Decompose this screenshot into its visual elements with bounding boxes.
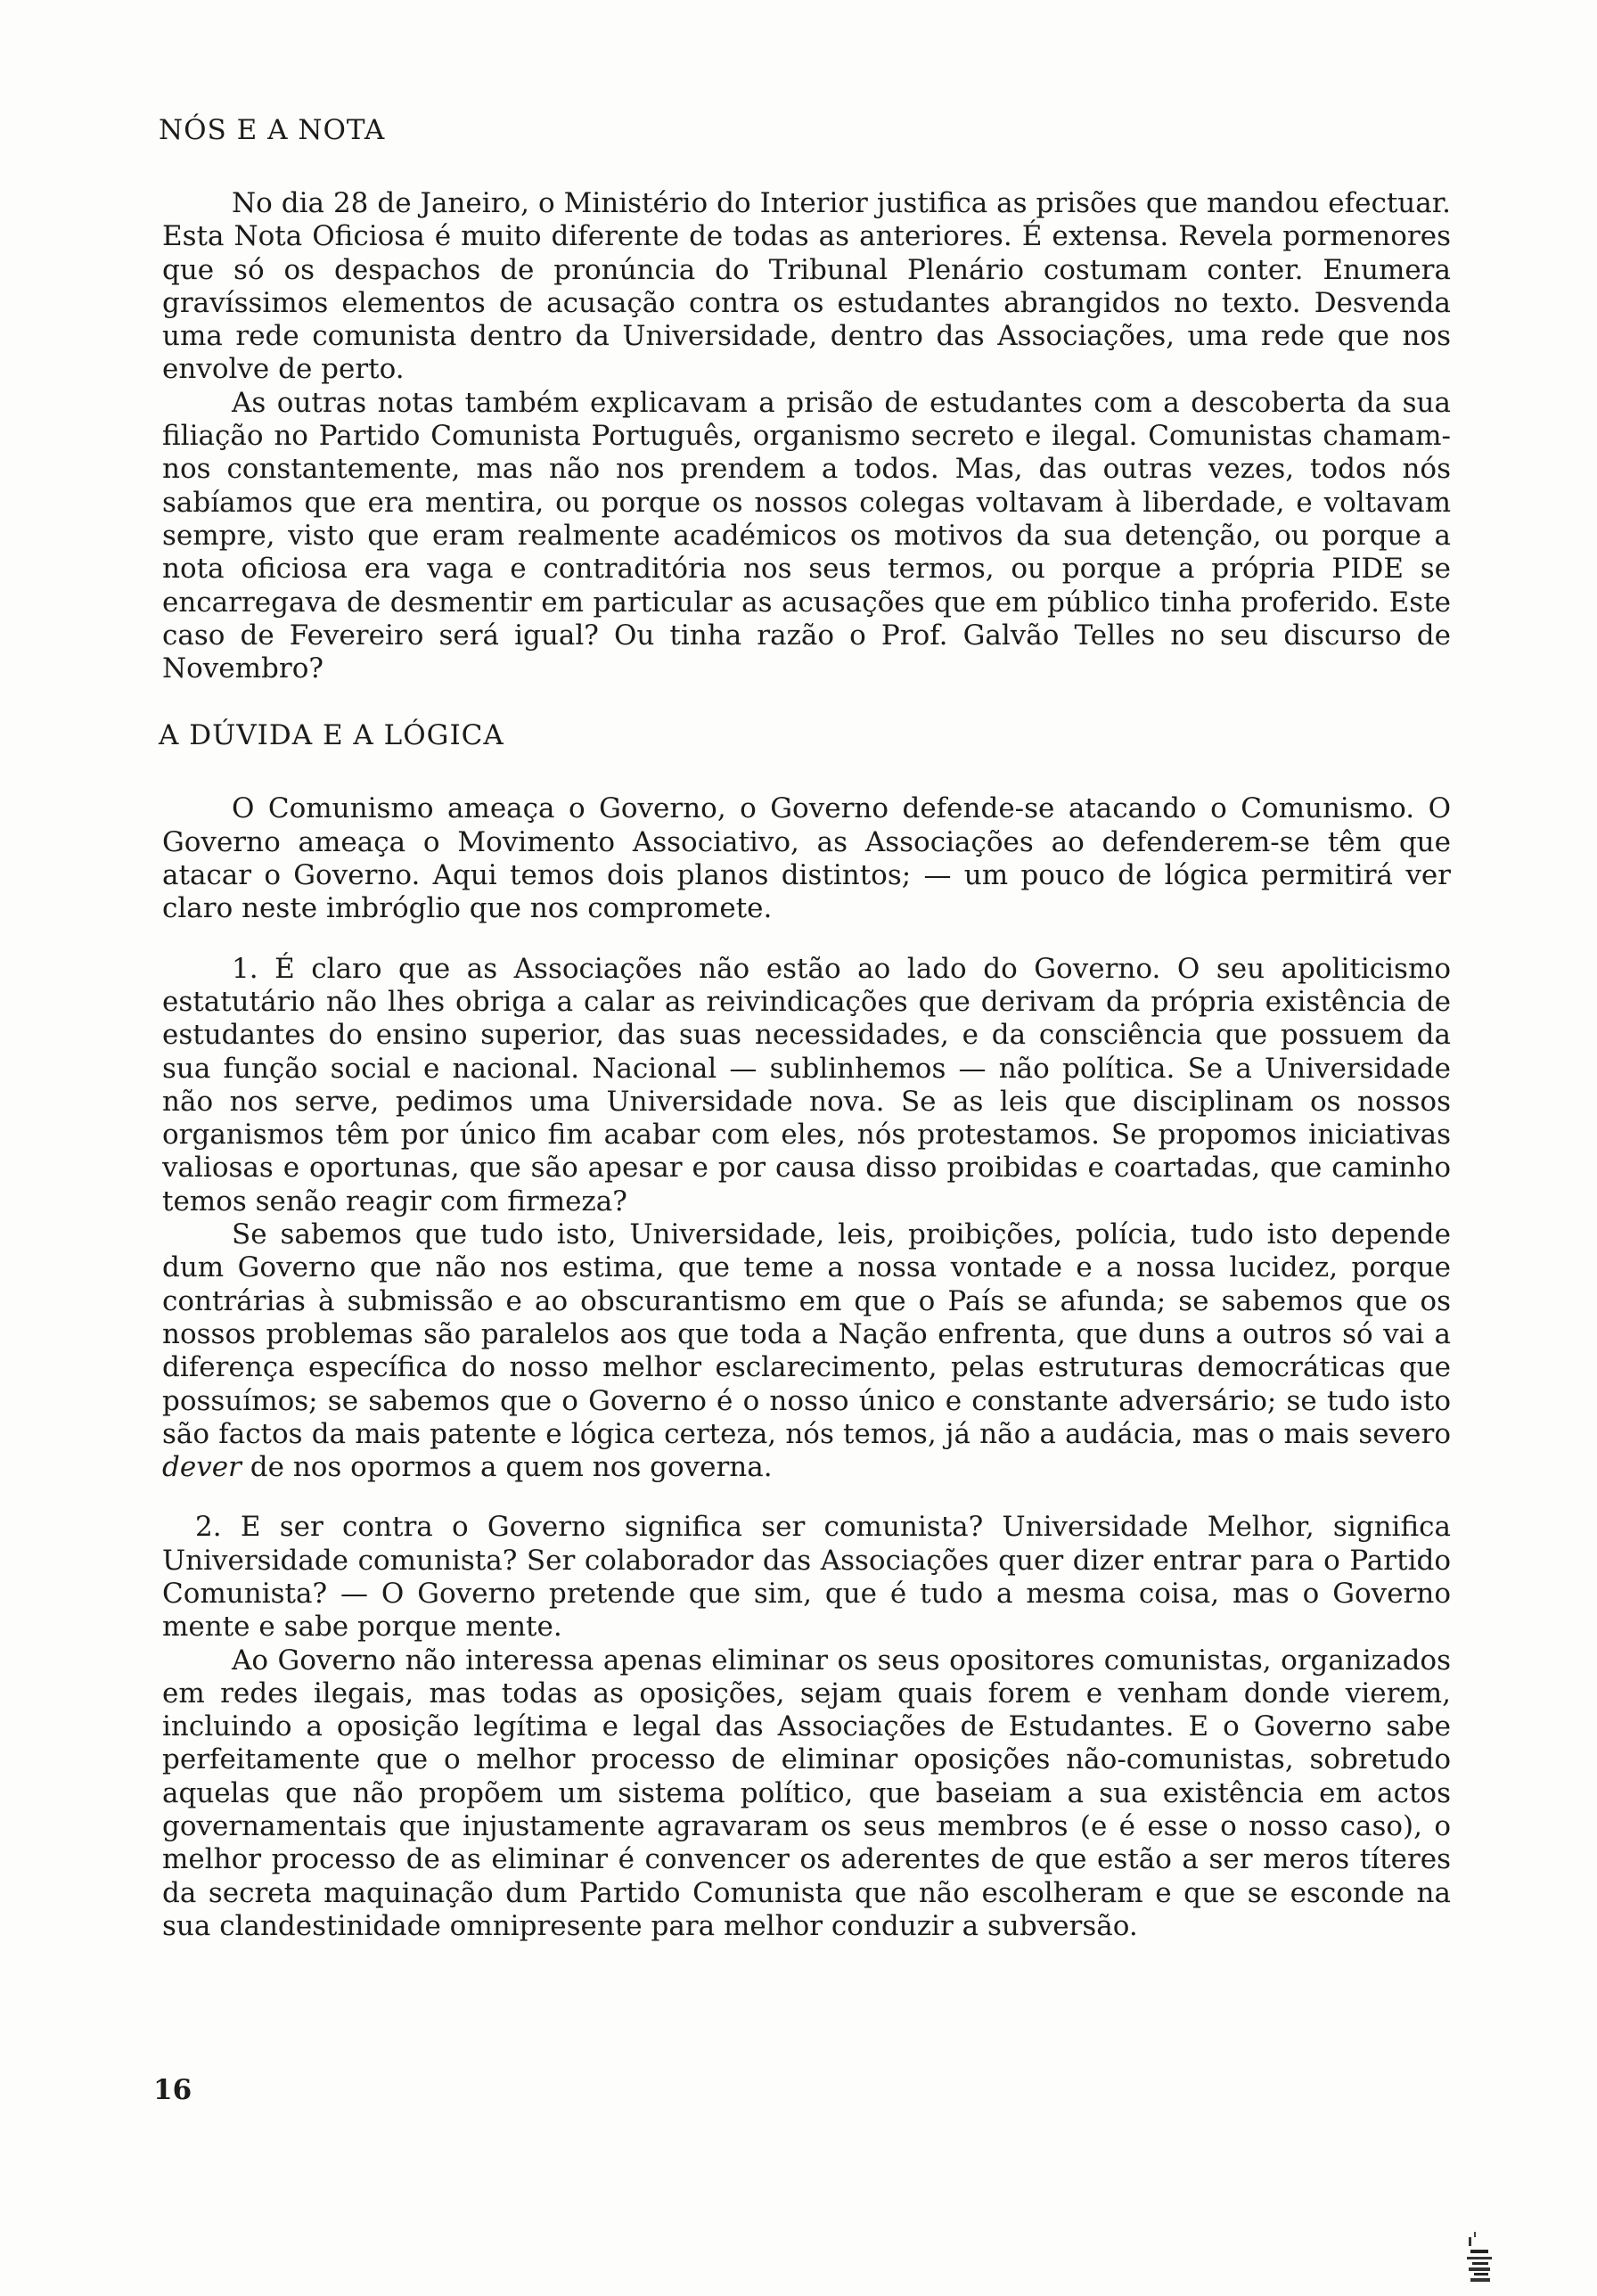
paragraph-text: Se sabemos que tudo isto, Universidade, leis, proibições, polícia, tudo isto depende dum Governo que não nos estima, que teme a nossa vontade e a nossa lucidez, porque contrárias à submissão e ao obscurantismo em que o País se afunda; se sabemos que os nossos problemas são paralelos aos que toda a Nação enfrenta, que duns a outros só vai a diferença específica do nosso melhor esclarecimento, pelas estruturas democráticas que possuímos; se sabemos que o Governo é o nosso único e constante adversário; se tudo isto são factos da mais patente e lógica certeza, nós temos, já não a audácia, mas o mais severo	[162, 1218, 1451, 1450]
paragraph	[162, 1218, 1451, 1484]
item-number: 2.	[195, 1511, 222, 1544]
section-nos-e-a-nota	[159, 112, 1451, 685]
section-title: NÓS E A NOTA	[159, 114, 386, 146]
page-number: 16	[153, 2074, 192, 2106]
emphasized-word: dever	[162, 1451, 242, 1484]
paragraph-text: E ser contra o Governo significa ser comunista? Universidade Melhor, significa Universidade comunista? Ser colaborador das Associações quer dizer entrar para o Partido Comunista? — O Governo pretende que sim, que é tudo a mesma coisa, mas o Governo mente e sabe porque mente.	[162, 1511, 1451, 1644]
paragraph: No dia 28 de Janeiro, o Ministério do Interior justifica as prisões que mandou efectuar. Esta Nota Oficiosa é muito diferente de todas as anteriores. É extensa. Revela pormenores que só os despachos de pronúncia do Tribunal Plenário costumam conter. Enumera gravíssimos elementos de acusação contra os estudantes abrangidos no texto. Desvenda uma rede comunista dentro da Universidade, dentro das Associações, uma rede que nos envolve de perto.	[162, 187, 1451, 386]
section-title: A DÚVIDA E A LÓGICA	[159, 719, 504, 752]
paragraph-text: É claro que as Associações não estão ao lado do Governo. O seu apoliticismo estatutário não lhes obriga a calar as reivindicações que derivam da própria existência de estudantes do ensino superior, das suas necessidades, e da consciência que possuem da sua função social e nacional. Nacional — sublinhemos — não política. Se a Universidade não nos serve, pedimos uma Universidade nova. Se as leis que disciplinam os nossos organismos têm por único fim acabar com eles, nós protestamos. Se propomos iniciativas valiosas e oportunas, que são apesar e por causa disso proibidas e coartadas, que caminho temos senão reagir com firmeza?	[162, 952, 1452, 1218]
numbered-paragraph	[162, 1511, 1451, 1644]
paragraph-text: de nos opormos a quem nos governa.	[250, 1451, 773, 1484]
paragraph: Ao Governo não interessa apenas eliminar os seus opositores comunistas, organizados em redes ilegais, mas todas as oposições, sejam quais forem e venham donde vierem, incluindo a oposição legítima e legal das Associações de Estudantes. E o Governo sabe perfeitamente que o melhor processo de eliminar oposições não-comunistas, sobretudo aquelas que não propõem um sistema político, que baseiam a sua existência em actos governamentais que injustamente agravaram os seus membros (e é esse o nosso caso), o melhor processo de as eliminar é convencer os aderentes de que estão a ser meros títeres da secreta maquinação dum Partido Comunista que não escolheram e que se esconde na sua clandestinidade omnipresente para melhor conduzir a subversão.	[162, 1644, 1451, 1942]
item-number: 1.	[232, 952, 258, 985]
document-page	[159, 112, 1452, 1943]
scan-artifact-mark	[1465, 2219, 1497, 2285]
section-a-duvida-e-a-logica	[159, 718, 1452, 1943]
numbered-paragraph	[162, 953, 1451, 1218]
paragraph: O Comunismo ameaça o Governo, o Governo defende-se atacando o Comunismo. O Governo ameaça o Movimento Associativo, as Associações ao defenderem-se têm que atacar o Governo. Aqui temos dois planos distintos; — um pouco de lógica permitirá ver claro neste imbróglio que nos compromete.	[162, 792, 1451, 925]
paragraph: As outras notas também explicavam a prisão de estudantes com a descoberta da sua filiação no Partido Comunista Português, organismo secreto e ilegal. Comunistas chamam-nos constantemente, mas não nos prendem a todos. Mas, das outras vezes, todos nós sabíamos que era mentira, ou porque os nossos colegas voltavam à liberdade, e voltavam sempre, visto que eram realmente académicos os motivos da sua detenção, ou porque a nota oficiosa era vaga e contraditória nos seus termos, ou porque a própria PIDE se encarregava de desmentir em particular as acusações que em público tinha proferido. Este caso de Fevereiro será igual? Ou tinha razão o Prof. Galvão Telles no seu discurso de Novembro?	[162, 386, 1451, 685]
